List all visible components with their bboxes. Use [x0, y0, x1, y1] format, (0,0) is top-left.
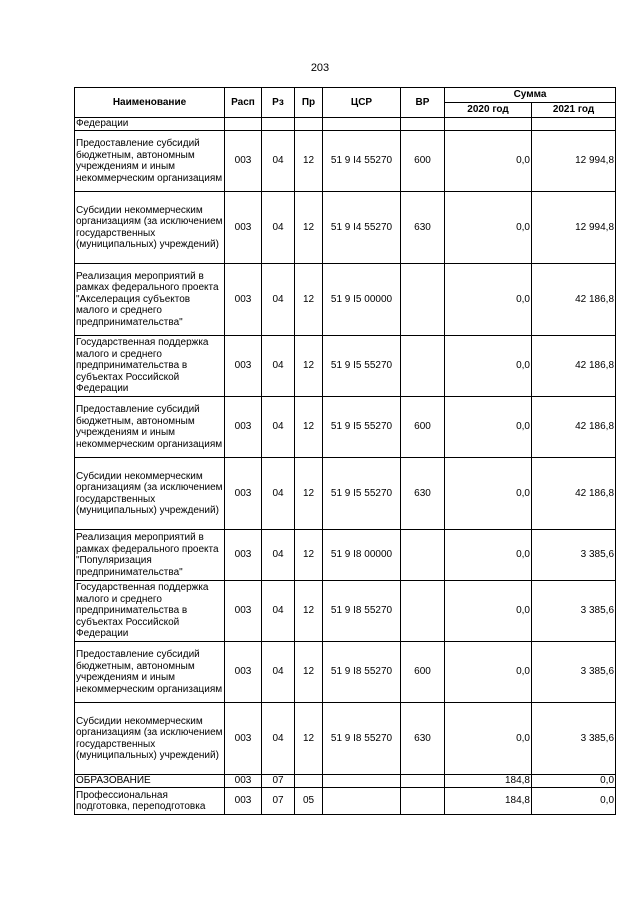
cell-csr: 51 9 I4 55270 — [323, 192, 401, 264]
cell-csr: 51 9 I5 00000 — [323, 264, 401, 336]
cell-rz: 04 — [262, 192, 295, 264]
cell-pr — [295, 118, 323, 131]
table-row — [75, 788, 616, 815]
cell-vr — [401, 775, 445, 788]
cell-sum-2020: 0,0 — [445, 458, 532, 530]
cell-sum-2021: 0,0 — [532, 788, 616, 815]
table-row — [75, 131, 616, 192]
cell-pr: 12 — [295, 131, 323, 192]
cell-sum-2021: 0,0 — [532, 775, 616, 788]
cell-sum-2020 — [445, 118, 532, 131]
cell-vr — [401, 788, 445, 815]
cell-rz: 04 — [262, 530, 295, 581]
cell-sum-2020: 0,0 — [445, 530, 532, 581]
page-number: 203 — [310, 62, 330, 74]
table-row — [75, 581, 616, 642]
cell-rz: 04 — [262, 131, 295, 192]
cell-vr: 630 — [401, 458, 445, 530]
cell-pr — [295, 775, 323, 788]
table-row — [75, 264, 616, 336]
cell-sum-2021: 3 385,6 — [532, 530, 616, 581]
cell-name: Предоставление субсидий бюджетным, автономным учреждениям и иным некоммерческим организациям — [75, 642, 225, 703]
cell-csr: 51 9 I8 55270 — [323, 581, 401, 642]
cell-sum-2021: 12 994,8 — [532, 131, 616, 192]
header-year-2020: 2020 год — [445, 103, 532, 118]
cell-rz: 04 — [262, 397, 295, 458]
table-row — [75, 336, 616, 397]
cell-rasp: 003 — [225, 458, 262, 530]
cell-rz — [262, 118, 295, 131]
table-body — [75, 118, 616, 815]
cell-csr — [323, 788, 401, 815]
cell-rasp: 003 — [225, 703, 262, 775]
cell-sum-2020: 0,0 — [445, 131, 532, 192]
cell-rasp: 003 — [225, 642, 262, 703]
cell-vr: 600 — [401, 131, 445, 192]
cell-sum-2021: 3 385,6 — [532, 642, 616, 703]
cell-pr: 12 — [295, 703, 323, 775]
cell-name: Субсидии некоммерческим организациям (за исключением государственных (муниципальных) учреждений) — [75, 458, 225, 530]
cell-csr: 51 9 I4 55270 — [323, 131, 401, 192]
cell-sum-2020: 0,0 — [445, 264, 532, 336]
header-year-2021: 2021 год — [532, 103, 616, 118]
table-row — [75, 397, 616, 458]
cell-sum-2020: 184,8 — [445, 788, 532, 815]
table-row — [75, 192, 616, 264]
cell-rz: 07 — [262, 788, 295, 815]
table-row — [75, 703, 616, 775]
cell-csr: 51 9 I5 55270 — [323, 397, 401, 458]
table-row — [75, 530, 616, 581]
cell-pr: 12 — [295, 264, 323, 336]
cell-csr: 51 9 I8 00000 — [323, 530, 401, 581]
cell-rz: 04 — [262, 264, 295, 336]
header-rz: Рз — [262, 88, 295, 118]
cell-rz: 04 — [262, 336, 295, 397]
cell-vr — [401, 581, 445, 642]
header-sum: Сумма — [445, 88, 616, 103]
cell-rasp: 003 — [225, 192, 262, 264]
cell-name: ОБРАЗОВАНИЕ — [75, 775, 225, 788]
table-row — [75, 118, 616, 131]
cell-sum-2020: 0,0 — [445, 397, 532, 458]
cell-rasp: 003 — [225, 131, 262, 192]
cell-pr: 05 — [295, 788, 323, 815]
cell-sum-2020: 0,0 — [445, 192, 532, 264]
cell-name: Федерации — [75, 118, 225, 131]
cell-rasp: 003 — [225, 530, 262, 581]
cell-vr: 630 — [401, 192, 445, 264]
cell-name: Субсидии некоммерческим организациям (за исключением государственных (муниципальных) учреждений) — [75, 703, 225, 775]
cell-sum-2021: 3 385,6 — [532, 581, 616, 642]
cell-csr — [323, 775, 401, 788]
cell-csr: 51 9 I8 55270 — [323, 703, 401, 775]
cell-vr — [401, 264, 445, 336]
cell-pr: 12 — [295, 642, 323, 703]
header-name: Наименование — [75, 88, 225, 118]
cell-sum-2020: 0,0 — [445, 642, 532, 703]
cell-name: Предоставление субсидий бюджетным, автономным учреждениям и иным некоммерческим организациям — [75, 397, 225, 458]
cell-sum-2021: 42 186,8 — [532, 458, 616, 530]
cell-vr: 600 — [401, 397, 445, 458]
cell-vr: 600 — [401, 642, 445, 703]
header-pr: Пр — [295, 88, 323, 118]
cell-sum-2021: 42 186,8 — [532, 336, 616, 397]
cell-name: Реализация мероприятий в рамках федерального проекта "Популяризация предпринимательства" — [75, 530, 225, 581]
table-header — [75, 88, 616, 118]
cell-csr: 51 9 I5 55270 — [323, 336, 401, 397]
cell-rasp — [225, 118, 262, 131]
cell-name: Реализация мероприятий в рамках федерального проекта "Акселерация субъектов малого и среднего предпринимательства" — [75, 264, 225, 336]
cell-rasp: 003 — [225, 581, 262, 642]
cell-name: Профессиональная подготовка, переподготовка — [75, 788, 225, 815]
cell-rz: 07 — [262, 775, 295, 788]
header-vr: ВР — [401, 88, 445, 118]
cell-name: Государственная поддержка малого и среднего предпринимательства в субъектах Российской Федерации — [75, 336, 225, 397]
cell-sum-2020: 184,8 — [445, 775, 532, 788]
cell-csr — [323, 118, 401, 131]
table-row — [75, 458, 616, 530]
cell-vr: 630 — [401, 703, 445, 775]
cell-rasp: 003 — [225, 788, 262, 815]
cell-name: Предоставление субсидий бюджетным, автономным учреждениям и иным некоммерческим организациям — [75, 131, 225, 192]
cell-vr — [401, 530, 445, 581]
cell-vr — [401, 118, 445, 131]
budget-table — [74, 87, 616, 815]
cell-pr: 12 — [295, 458, 323, 530]
cell-sum-2021 — [532, 118, 616, 131]
cell-rasp: 003 — [225, 775, 262, 788]
cell-name: Государственная поддержка малого и среднего предпринимательства в субъектах Российской Федерации — [75, 581, 225, 642]
cell-pr: 12 — [295, 192, 323, 264]
cell-sum-2020: 0,0 — [445, 581, 532, 642]
cell-pr: 12 — [295, 336, 323, 397]
cell-csr: 51 9 I8 55270 — [323, 642, 401, 703]
table-row — [75, 642, 616, 703]
cell-vr — [401, 336, 445, 397]
cell-sum-2021: 3 385,6 — [532, 703, 616, 775]
cell-rz: 04 — [262, 458, 295, 530]
cell-rz: 04 — [262, 642, 295, 703]
cell-rasp: 003 — [225, 336, 262, 397]
cell-sum-2020: 0,0 — [445, 336, 532, 397]
cell-sum-2021: 42 186,8 — [532, 397, 616, 458]
cell-pr: 12 — [295, 530, 323, 581]
header-csr: ЦСР — [323, 88, 401, 118]
cell-rz: 04 — [262, 581, 295, 642]
cell-rz: 04 — [262, 703, 295, 775]
cell-sum-2021: 12 994,8 — [532, 192, 616, 264]
cell-rasp: 003 — [225, 264, 262, 336]
table-row — [75, 775, 616, 788]
cell-pr: 12 — [295, 581, 323, 642]
cell-sum-2020: 0,0 — [445, 703, 532, 775]
cell-csr: 51 9 I5 55270 — [323, 458, 401, 530]
header-rasp: Расп — [225, 88, 262, 118]
cell-rasp: 003 — [225, 397, 262, 458]
cell-pr: 12 — [295, 397, 323, 458]
cell-sum-2021: 42 186,8 — [532, 264, 616, 336]
cell-name: Субсидии некоммерческим организациям (за исключением государственных (муниципальных) учреждений) — [75, 192, 225, 264]
